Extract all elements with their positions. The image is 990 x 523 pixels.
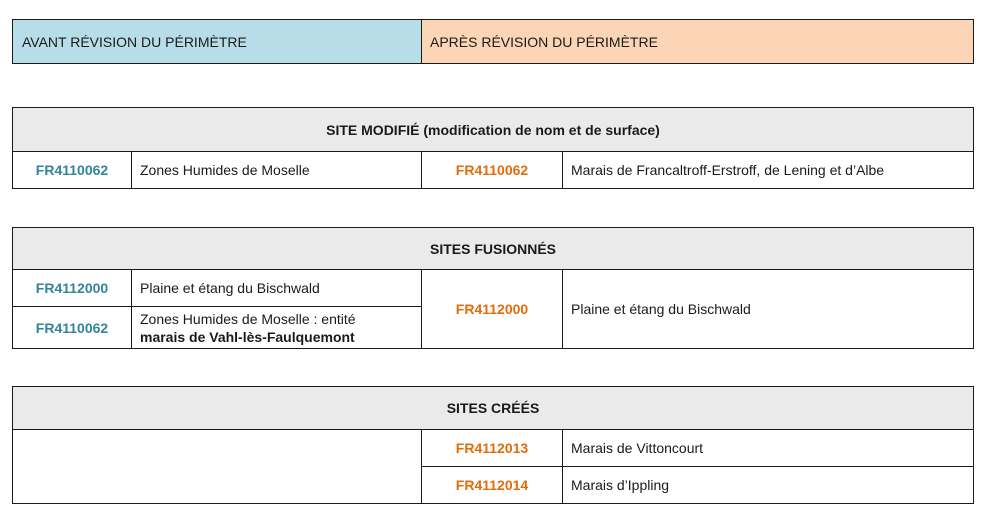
site-name-text: Marais d’Ippling (571, 477, 670, 493)
modified-after-code (421, 151, 563, 189)
before-revision-label: AVANT RÉVISION DU PÉRIMÈTRE (22, 33, 247, 50)
code-text: FR4110062 (35, 162, 109, 178)
modified-after-name (562, 151, 974, 189)
modified-before-name (131, 151, 422, 189)
site-name-text: Plaine et étang du Bischwald (140, 280, 320, 296)
merged-title-text: SITES FUSIONNÉS (429, 240, 557, 257)
created-code-1 (421, 429, 563, 467)
site-name-text: Marais de Vittoncourt (571, 440, 704, 456)
created-section-title (12, 386, 974, 430)
merged-before-name-1 (131, 269, 422, 307)
merged-after-name (562, 269, 974, 349)
modified-before-code (12, 151, 132, 189)
created-code-2 (421, 466, 563, 504)
merged-section-title (12, 227, 974, 270)
created-before-empty (12, 429, 422, 504)
merged-before-code-1 (12, 269, 132, 307)
created-name-2 (562, 466, 974, 504)
before-revision-header (12, 19, 422, 64)
code-text: FR4112014 (455, 477, 529, 493)
site-name-line1: Zones Humides de Moselle : entité (140, 310, 356, 327)
site-name-text: Plaine et étang du Bischwald (571, 301, 751, 317)
merged-before-name-2 (131, 306, 422, 349)
modified-title-text: SITE MODIFIÉ (modification de nom et de surface) (326, 121, 660, 138)
merged-before-code-2 (12, 306, 132, 349)
code-text: FR4110062 (35, 319, 109, 336)
after-revision-label: APRÈS RÉVISION DU PÉRIMÈTRE (430, 33, 658, 50)
after-revision-header (421, 19, 974, 64)
site-name-line2: marais de Vahl-lès-Faulquemont (140, 328, 355, 345)
code-text: FR4112000 (35, 280, 109, 296)
code-text: FR4112000 (455, 301, 529, 317)
created-title-text: SITES CRÉÉS (446, 400, 540, 416)
code-text: FR4110062 (455, 162, 529, 178)
site-name-text: Zones Humides de Moselle (140, 162, 310, 178)
modified-section-title (12, 107, 974, 152)
code-text: FR4112013 (455, 440, 529, 456)
created-name-1 (562, 429, 974, 467)
merged-after-code (421, 269, 563, 349)
site-name-text: Marais de Francaltroff-Erstroff, de Lening et d’Albe (571, 162, 885, 178)
